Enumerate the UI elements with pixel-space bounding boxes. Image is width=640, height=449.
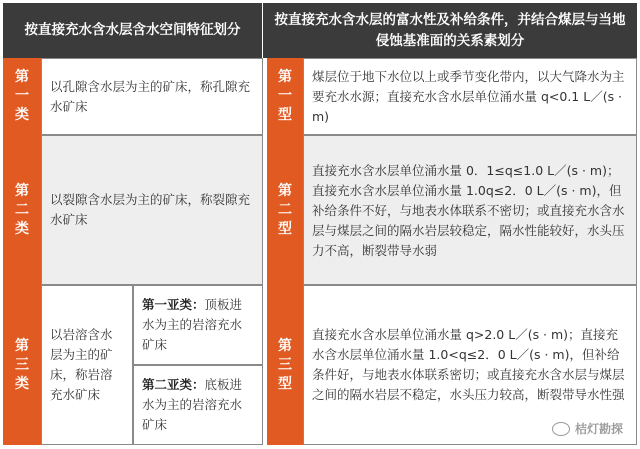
type-3-desc-text: 直接充水含水层单位涌水量 q>2.0 L／(s · m)；直接充水含水层单位涌水量 1.0<q≤2．0 L／(s · m)，但补给条件好，与地表水体联系密切；或直接充水含水层与煤层之间的隔水岩层不稳定，水头压力较高，断裂带导水性强	[312, 327, 625, 402]
type-2-desc-text: 直接充水含水层单位涌水量 0．1≤q≤1.0 L／(s · m)；直接充水含水层单位涌水量 1.0q≤2．0 L／(s · m)，但补给条件不好，与地表水体联系不密切；或直接充水含水层与煤层之间的隔水岩层较稳定，隔水性能较好，水头压力不高，断裂带导水弱	[312, 163, 625, 258]
type-3-tag	[267, 285, 303, 445]
header-right-text: 按直接充水含水层的富水性及补给条件，并结合煤层与当地侵蚀基准面的关系素划分	[274, 11, 626, 49]
classification-table	[3, 3, 637, 445]
type-3-char-1: 第	[278, 337, 292, 354]
type-2-tag	[267, 135, 303, 285]
type-2-char-2: 二	[278, 201, 292, 218]
category-2-desc	[41, 135, 263, 285]
category-2-desc-text: 以裂隙含水层为主的矿床，称裂隙充水矿床	[50, 192, 251, 227]
type-2-char-3: 型	[278, 220, 292, 237]
subclass-1-desc: 顶板进水为主的岩溶充水矿床	[142, 297, 243, 352]
category-1-char-3: 类	[15, 107, 29, 123]
category-2-tag	[3, 135, 41, 285]
category-3-char-1: 第	[15, 337, 29, 354]
category-2-char-2: 二	[15, 201, 29, 218]
category-3-desc-text: 以岩溶含水层为主的矿床，称岩溶充水矿床	[50, 327, 113, 402]
category-3-tag	[3, 285, 41, 445]
type-2-desc	[303, 135, 637, 285]
watermark-text: 桔灯勘探	[574, 422, 623, 436]
category-2-char-1: 第	[15, 182, 29, 199]
type-1-char-3: 型	[278, 107, 292, 123]
type-1-desc	[303, 58, 637, 135]
type-3-char-3: 型	[278, 375, 292, 392]
subclass-2	[133, 365, 263, 445]
category-2-char-3: 类	[15, 220, 29, 237]
category-1-char-1: 第	[15, 69, 29, 85]
category-1-desc-text: 以孔隙含水层为主的矿床，称孔隙充水矿床	[50, 78, 251, 114]
category-3-desc	[41, 285, 133, 445]
type-2-char-1: 第	[278, 182, 292, 199]
type-1-tag	[267, 58, 303, 135]
header-right	[263, 3, 637, 58]
header-left-text: 按直接充水含水层含水空间特征划分	[24, 22, 241, 38]
type-1-char-2: 一	[278, 88, 292, 104]
subclass-1	[133, 285, 263, 365]
header-left	[3, 3, 263, 58]
category-3-char-2: 三	[15, 356, 29, 373]
watermark	[552, 420, 623, 437]
category-1-char-2: 一	[15, 88, 29, 104]
category-1-tag	[3, 58, 41, 135]
category-3-char-3: 类	[15, 375, 29, 392]
type-1-char-1: 第	[278, 69, 292, 85]
subclass-2-label: 第二亚类：	[142, 377, 205, 392]
type-1-desc-text: 煤层位于地下水位以上或季节变化带内，以大气降水为主要充水水源；直接充水含水层单位涌水量 q<0.1 L／(s · m)	[312, 68, 625, 124]
category-1-desc	[41, 58, 263, 135]
subclass-2-desc: 底板进水为主的岩溶充水矿床	[142, 377, 243, 432]
wechat-icon	[552, 422, 570, 436]
subclass-1-label: 第一亚类：	[142, 297, 205, 312]
type-3-char-2: 三	[278, 356, 292, 373]
